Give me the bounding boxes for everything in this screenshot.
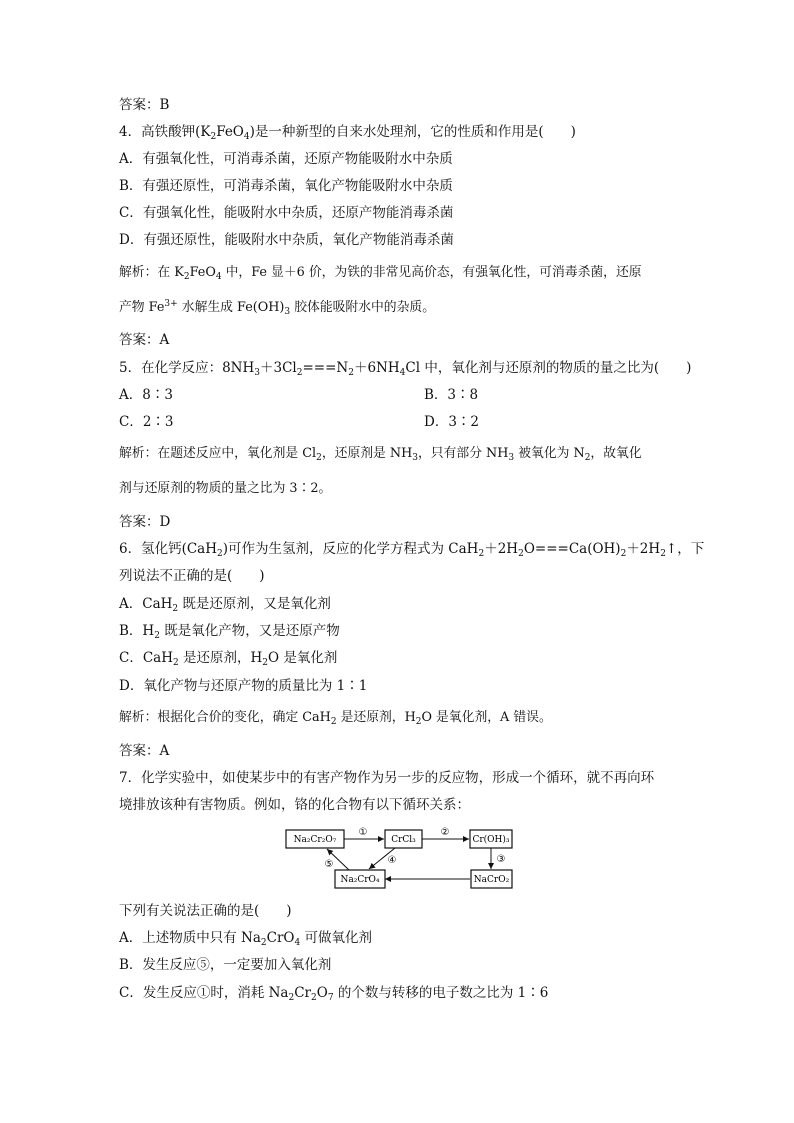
q7-option-a: A．上述物质中只有 $Na_2CrO_4$ 可做氧化剂 <box>119 930 373 948</box>
q4-explanation-line-1: 解析：在 $K_2FeO_4$ 中，Fe 显＋6 价，为铁的非常见高价态，有强氧化性，可消毒杀菌，还原 <box>119 265 642 282</box>
q6-option-a: A．CaH$_2$ 既是还原剂，又是氧化剂 <box>119 596 331 614</box>
q4-explanation-line-2: 产物 $Fe^{3+}$ 水解生成 $Fe(OH)_3$ 胶体能吸附水中的杂质。 <box>119 299 435 317</box>
svg-text:CrCl₃: CrCl₃ <box>391 835 416 845</box>
question-6-stem-line-1: 6．氢化钙(CaH$_2$)可作为生氢剂，反应的化学方程式为 $CaH_2+2H_2O===Ca(OH)_2+2H_2↑$，下 <box>119 541 705 559</box>
svg-text:NaCrO₂: NaCrO₂ <box>473 875 510 885</box>
q4-option-b: B．有强还原性，可消毒杀菌，氧化产物能吸附水中杂质 <box>119 178 453 194</box>
q4-option-d: D．有强还原性，能吸附水中杂质，氧化产物能消毒杀菌 <box>119 232 454 248</box>
q4-option-c: C．有强氧化性，能吸附水中杂质，还原产物能消毒杀菌 <box>119 205 454 221</box>
q4-option-a: A．有强氧化性，可消毒杀菌，还原产物能吸附水中杂质 <box>119 151 453 167</box>
svg-text:Na₂Cr₂O₇: Na₂Cr₂O₇ <box>293 835 337 845</box>
label-step-3: ③ <box>496 854 506 865</box>
answer-q6: 答案：A <box>119 743 170 759</box>
question-7-stem-line-1: 7．化学实验中，如使某步中的有害产物作为另一步的反应物，形成一个循环，就不再向环 <box>119 770 655 786</box>
label-step-1: ① <box>358 827 368 838</box>
node-crcl3 <box>385 830 422 848</box>
q5-explanation-line-2: 剂与还原剂的物质的量之比为 3∶2。 <box>119 481 332 496</box>
question-7-stem-line-2: 境排放该种有害物质。例如，铬的化合物有以下循环关系： <box>119 797 470 813</box>
answer-q3: 答案：B <box>119 97 170 113</box>
q5-option-b: B．3∶8 <box>424 387 479 403</box>
question-7-prompt: 下列有关说法正确的是( ) <box>119 903 292 919</box>
question-4-stem: 4．高铁酸钾$(K_2FeO_4)$是一种新型的自来水处理剂，它的性质和作用是( ) <box>119 124 576 142</box>
q7-option-c: C．发生反应①时，消耗 $Na_2Cr_2O_7$ 的个数与转移的电子数之比为 1∶6 <box>119 985 549 1003</box>
chromium-cycle-diagram <box>283 825 515 891</box>
q6-explanation: 解析：根据化合价的变化，确定 CaH$_2$ 是还原剂，$H_2O$ 是氧化剂，A 错误。 <box>119 710 552 727</box>
q5-option-c: C．2∶3 <box>119 414 174 430</box>
answer-q4: 答案：A <box>119 332 170 348</box>
svg-text:Na₂CrO₄: Na₂CrO₄ <box>340 875 380 885</box>
label-step-4: ④ <box>387 855 397 866</box>
question-5-stem: 5．在化学反应：$8NH_3+3Cl_2===N_2+6NH_4Cl$ 中，氧化剂与还原剂的物质的量之比为( ) <box>119 360 692 378</box>
node-na2cr2o7 <box>286 830 344 848</box>
label-step-5: ⑤ <box>324 859 334 870</box>
q5-explanation-line-1: 解析：在题述反应中，氧化剂是 $Cl_2$，还原剂是 $NH_3$，只有部分 $NH_3$ 被氧化为 $N_2$，故氧化 <box>119 446 642 463</box>
q6-option-d: D．氧化产物与还原产物的质量比为 1∶1 <box>119 678 368 694</box>
q5-option-a: A．8∶3 <box>119 387 173 403</box>
svg-text:Cr(OH)₃: Cr(OH)₃ <box>472 835 510 845</box>
label-step-2: ② <box>440 827 450 838</box>
q6-option-c: C．CaH$_2$ 是还原剂，$H_2O$ 是氧化剂 <box>119 650 338 668</box>
q7-option-b: B．发生反应⑤，一定要加入氧化剂 <box>119 957 332 973</box>
answer-q5: 答案：D <box>119 514 171 530</box>
question-6-stem-line-2: 列说法不正确的是( ) <box>119 568 265 584</box>
node-croh3 <box>470 830 512 848</box>
node-na2cro4 <box>335 870 385 888</box>
node-nacro2 <box>471 870 512 888</box>
q6-option-b: B．$H_2$ 既是氧化产物，又是还原产物 <box>119 623 340 641</box>
q5-option-d: D．3∶2 <box>424 414 480 430</box>
